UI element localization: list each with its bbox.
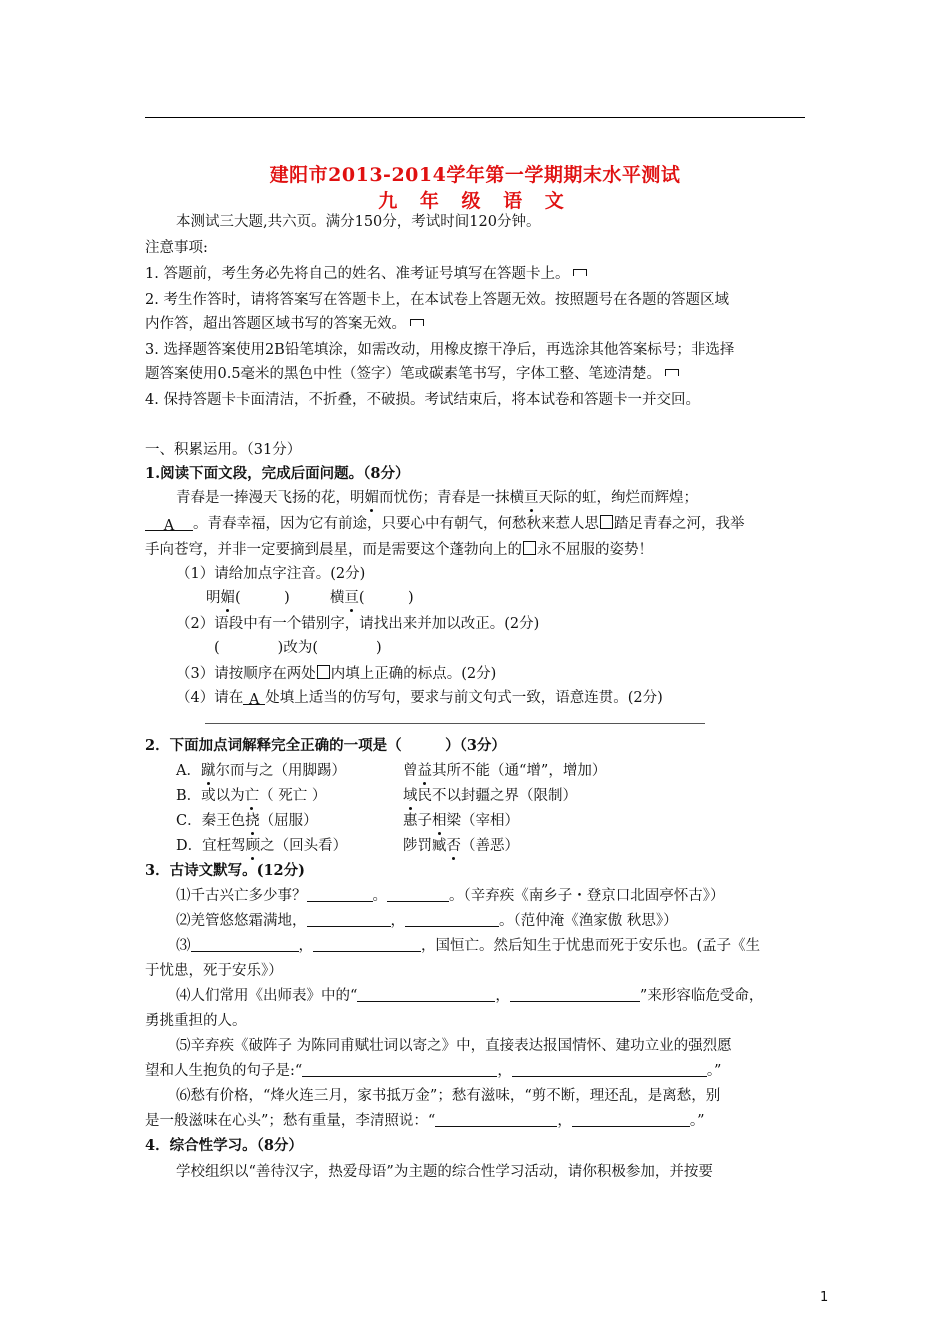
notice-item-1: 1. 答题前，考生务必先将自己的姓名、准考证号填写在答题卡上。	[145, 264, 587, 284]
exam-subtitle: 九 年 级 语 文	[378, 190, 572, 212]
q2-option-c: C．秦王色挠（屈服）	[176, 813, 318, 829]
q3-line-3: ⑶ ， ，国恒亡。然后知生于忧患而死于安乐也。(孟子《生	[176, 938, 761, 954]
q3-line-5: ⑸辛弃疾《破阵子 为陈同甫赋壮词以寄之》中，直接表达报国情怀、建功立业的强烈愿	[176, 1038, 732, 1054]
header-rule	[145, 117, 805, 118]
q3-line-3b: 于忧患，死于安乐》）	[145, 963, 283, 979]
notice-item-3b: 题答案使用0.5毫米的黑色中性（签字）笔或碳素笔书写，字体工整、笔迹清楚。	[145, 364, 679, 384]
q1-sub2: （2）语段中有一个错别字，请找出来并加以改正。(2分)	[176, 616, 540, 632]
punctuation-box	[317, 665, 330, 679]
dotted-char: 媚	[364, 490, 379, 506]
q1-sub2-answer: ( )改为( )	[214, 640, 382, 656]
page-number: 1	[820, 1290, 829, 1305]
notice-item-4: 4. 保持答题卡卡面清洁，不折叠，不破损。考试结束后，将本试卷和答题卡一并交回。	[145, 392, 700, 408]
paragraph-mark-icon	[573, 269, 587, 276]
q3-line-5b: 望和人生抱负的句子是:“ ， 。”	[145, 1063, 722, 1079]
q3-title: 3．古诗文默写。(12分)	[145, 862, 305, 879]
intro-text: 本测试三大题,共六页。满分150分，考试时间120分钟。	[176, 214, 541, 230]
q1-passage-line-2: A 。青春幸福，因为它有前途，只要心中有朝气，何愁秋来惹人思 踏足青春之河，我举	[145, 514, 745, 534]
q1-title: 1.阅读下面文段，完成后面问题。（8分）	[145, 465, 410, 482]
q3-line-2: ⑵羌管悠悠霜满地， ， 。（范仲淹《渔家傲 秋思》）	[176, 913, 678, 929]
q1-sub1-answers: 明媚( ) 横亘( )	[206, 590, 414, 606]
q2-option-d: D．宜枉驾顾之（回头看）	[176, 838, 348, 854]
q2-option-a: A．蹴尔而与之（用脚踢）	[176, 763, 346, 779]
q4-paragraph: 学校组织以“善待汉字，热爱母语”为主题的综合性学习活动，请你积极参加，并按要	[176, 1164, 713, 1180]
punctuation-box	[523, 541, 536, 555]
paragraph-mark-icon	[410, 319, 424, 326]
notice-heading: 注意事项:	[145, 240, 208, 256]
q1-answer-line	[205, 723, 705, 724]
punctuation-box	[600, 515, 613, 529]
q2-option-c-right: 惠子相梁（宰相）	[403, 813, 519, 829]
q4-title: 4．综合性学习。（8分）	[145, 1137, 303, 1154]
q3-line-6b: 是一般滋味在心头”；愁有重量，李清照说：“ ， 。”	[145, 1113, 705, 1129]
q3-line-4b: 勇挑重担的人。	[145, 1013, 247, 1029]
q1-passage-line-3: 手向苍穹，并非一定要摘到晨星，而是需要这个蓬勃向上的 永不屈服的姿势！	[145, 542, 653, 558]
section-1-heading: 一、积累运用。（31分）	[145, 442, 302, 458]
q3-line-1: ⑴千古兴亡多少事？ 。 。（辛弃疾《南乡子・登京口北固亭怀古》）	[176, 888, 725, 904]
exam-title: 建阳市2013-2014学年第一学期期末水平测试	[269, 164, 681, 186]
q3-line-6: ⑹愁有价格，“烽火连三月，家书抵万金”；愁有滋味，“剪不断，理还乱，是离愁，别	[176, 1088, 721, 1104]
q3-line-4: ⑷人们常用《出师表》中的“ ， ”来形容临危受命，	[176, 988, 764, 1004]
q1-sub4: （4）请在 A 处填上适当的仿写句，要求与前文句式一致，语意连贯。(2分)	[176, 690, 663, 708]
q1-sub3: （3）请按顺序在两处 内填上正确的标点。(2分)	[176, 666, 497, 682]
q2-option-d-right: 陟罚臧否（善恶）	[403, 838, 519, 854]
q2-title: 2．下面加点词解释完全正确的一项是（ ）（3分）	[145, 737, 506, 754]
q2-option-b: B．或以为亡（ 死亡 ）	[176, 788, 327, 804]
q2-option-a-right: 曾益其所不能（通“增”，增加）	[403, 763, 607, 779]
q1-passage-line-1: 青春是一捧漫天飞扬的花，明媚而忧伤；青春是一抹横亘天际的虹，绚烂而辉煌；	[176, 490, 698, 506]
q2-option-b-right: 域民不以封疆之界（限制）	[403, 788, 577, 804]
blank-a: A	[145, 516, 193, 531]
notice-item-2b: 内作答，超出答题区域书写的答案无效。	[145, 314, 424, 334]
notice-item-2a: 2. 考生作答时，请将答案写在答题卡上，在本试卷上答题无效。按照题号在各题的答题区域	[145, 292, 729, 308]
q1-sub1: （1）请给加点字注音。(2分)	[176, 566, 366, 582]
dotted-char: 亘	[524, 490, 539, 506]
notice-item-3a: 3. 选择题答案使用2B铅笔填涂，如需改动，用橡皮擦干净后，再选涂其他答案标号；非选择	[145, 342, 735, 358]
paragraph-mark-icon	[665, 369, 679, 376]
